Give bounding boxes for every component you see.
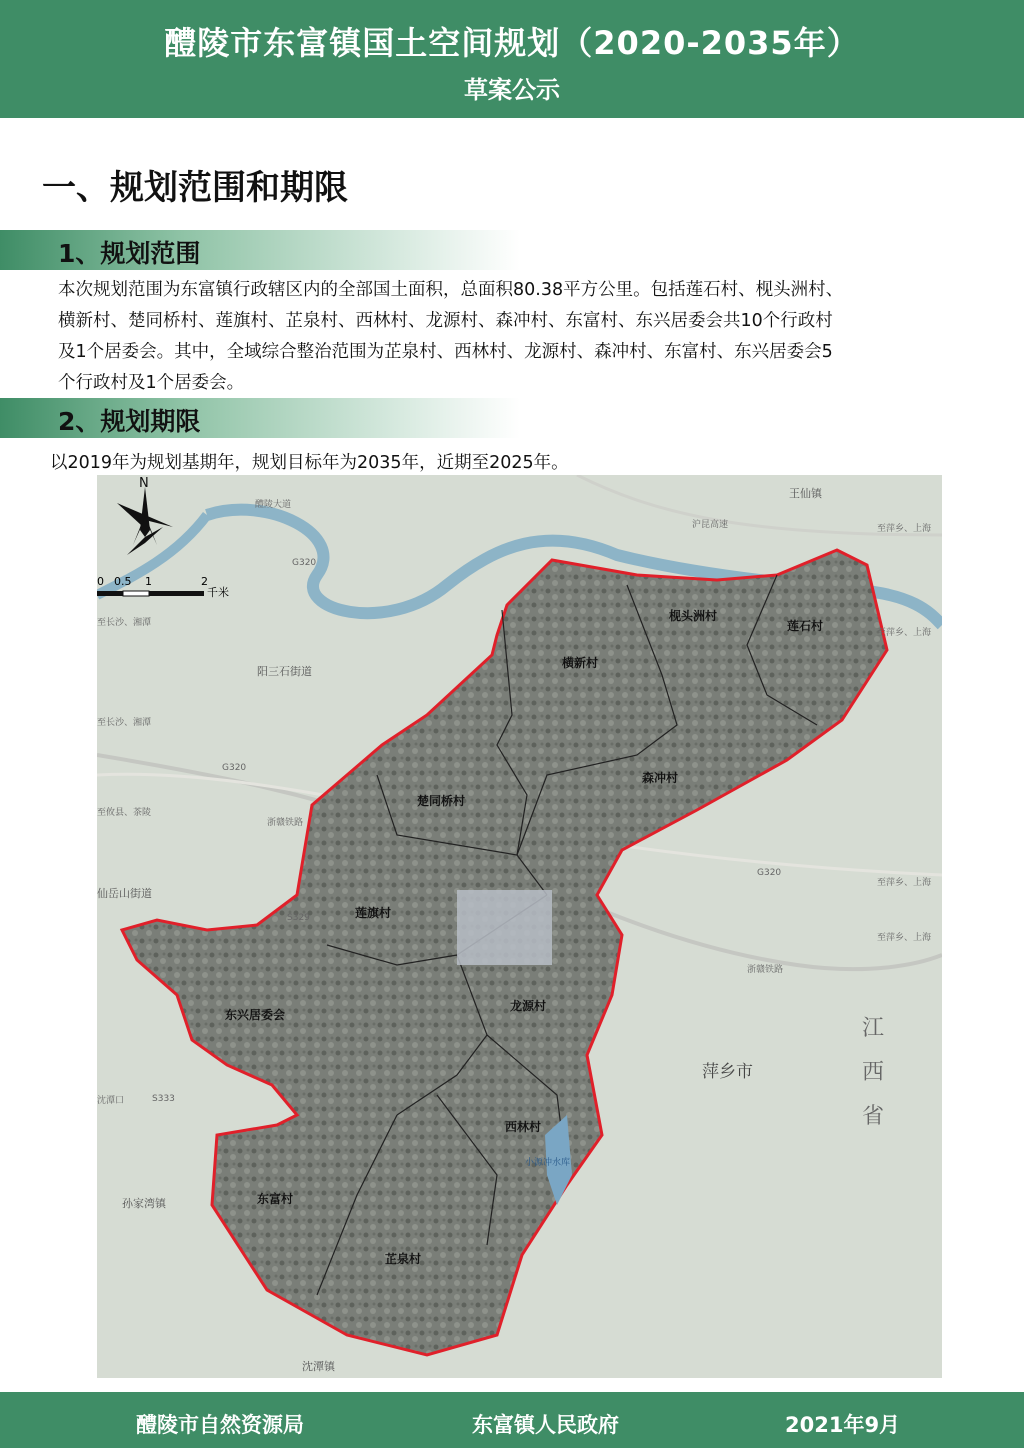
north-label: N bbox=[139, 476, 149, 491]
village-label-xilin: 西林村 bbox=[505, 1120, 542, 1134]
place-label-shentan: 沈潭镇 bbox=[302, 1360, 335, 1373]
industrial-zone bbox=[457, 890, 552, 965]
footer-date: 2021年9月 bbox=[785, 1413, 901, 1437]
village-label-hengxin: 横新村 bbox=[562, 656, 599, 670]
village-label-senchong: 森冲村 bbox=[642, 771, 679, 785]
road-label-hukun: 沪昆高速 bbox=[692, 520, 729, 530]
road-label-zhiyou: 至攸县、茶陵 bbox=[97, 808, 152, 818]
road-label-zhiping-1: 至萍乡、上海 bbox=[877, 524, 932, 534]
planning-map bbox=[97, 475, 942, 1378]
reservoir-label: 小源冲水库 bbox=[525, 1158, 571, 1168]
map-canvas bbox=[97, 475, 942, 1378]
footer-banner bbox=[0, 1392, 1024, 1448]
place-label-pingxiang: 萍乡市 bbox=[702, 1062, 753, 1082]
scope-paragraph bbox=[58, 275, 978, 399]
scope-heading-bar bbox=[0, 230, 520, 270]
road-label-g320-b: G320 bbox=[222, 763, 247, 773]
scope-heading: 1、规划范围 bbox=[58, 239, 201, 268]
scale-tick-05: 0.5 bbox=[114, 575, 132, 588]
place-label-jiangxi-1: 江 bbox=[862, 1016, 885, 1041]
road-label-zhiping-2: 至萍乡、上海 bbox=[877, 628, 932, 638]
place-label-sunjiawan: 孙家湾镇 bbox=[122, 1197, 166, 1210]
period-heading-bar bbox=[0, 398, 520, 438]
place-label-jiangxi-3: 省 bbox=[862, 1104, 885, 1129]
place-label-jiangxi-2: 西 bbox=[862, 1060, 885, 1085]
road-label-s333: S333 bbox=[152, 1094, 175, 1104]
scale-tick-1: 1 bbox=[145, 575, 152, 588]
scope-line-3: 及1个居委会。其中，全域综合整治范围为芷泉村、西林村、龙源村、森冲村、东富村、东兴居委会5 bbox=[58, 342, 833, 362]
document-subtitle: 草案公示 bbox=[464, 76, 560, 104]
footer-government: 东富镇人民政府 bbox=[472, 1413, 619, 1437]
scale-tick-2: 2 bbox=[201, 575, 208, 588]
village-label-chutongqiao: 楚同桥村 bbox=[417, 794, 466, 808]
footer-authority: 醴陵市自然资源局 bbox=[136, 1413, 304, 1437]
road-label-zhegan-1: 浙赣铁路 bbox=[267, 818, 304, 828]
village-label-zhiquan: 芷泉村 bbox=[385, 1252, 422, 1266]
road-label-zhegan-2: 浙赣铁路 bbox=[747, 965, 784, 975]
village-label-dongxing: 东兴居委会 bbox=[225, 1008, 286, 1022]
village-label-dongfu: 东富村 bbox=[257, 1192, 294, 1206]
header-banner bbox=[0, 0, 1024, 118]
road-label-s329: S329 bbox=[287, 913, 310, 923]
village-label-longyuan: 龙源村 bbox=[510, 999, 547, 1013]
period-heading: 2、规划期限 bbox=[58, 407, 201, 436]
scale-unit: 千米 bbox=[207, 586, 229, 599]
section-title: 一、规划范围和期限 bbox=[42, 168, 348, 208]
road-label-shentankou: 沈潭口 bbox=[97, 1096, 125, 1106]
village-label-lianqi: 莲旗村 bbox=[355, 906, 392, 920]
road-label-zhichangsha-2: 至长沙、湘潭 bbox=[97, 718, 152, 728]
road-label-zhiping-4: 至萍乡、上海 bbox=[877, 933, 932, 943]
road-label-g320-c: G320 bbox=[757, 868, 782, 878]
road-label-zhichangsha-1: 至长沙、湘潭 bbox=[97, 618, 152, 628]
place-label-yangsanshi: 阳三石街道 bbox=[257, 665, 312, 678]
village-label-jiantouzhou: 枧头洲村 bbox=[669, 609, 718, 623]
road-label-zhiping-3: 至萍乡、上海 bbox=[877, 878, 932, 888]
place-label-xianyueshan: 仙岳山街道 bbox=[97, 887, 152, 900]
scope-line-1: 本次规划范围为东富镇行政辖区内的全部国土面积，总面积80.38平方公里。包括莲石村、枧头洲村、 bbox=[58, 280, 844, 300]
scope-line-2: 横新村、楚同桥村、莲旗村、芷泉村、西林村、龙源村、森冲村、东富村、东兴居委会共10个行政村 bbox=[58, 311, 833, 331]
period-text: 以2019年为规划基期年，规划目标年为2035年，近期至2025年。 bbox=[50, 453, 569, 473]
road-label-g320-a: G320 bbox=[292, 558, 317, 568]
village-label-lianshi: 莲石村 bbox=[787, 619, 824, 633]
document-title: 醴陵市东富镇国土空间规划（2020-2035年） bbox=[164, 24, 860, 62]
road-label-lingdadao: 醴陵大道 bbox=[255, 500, 292, 510]
scope-line-4: 个行政村及1个居委会。 bbox=[58, 373, 245, 393]
place-label-wangxian: 王仙镇 bbox=[789, 487, 822, 500]
scale-tick-0: 0 bbox=[97, 575, 104, 588]
